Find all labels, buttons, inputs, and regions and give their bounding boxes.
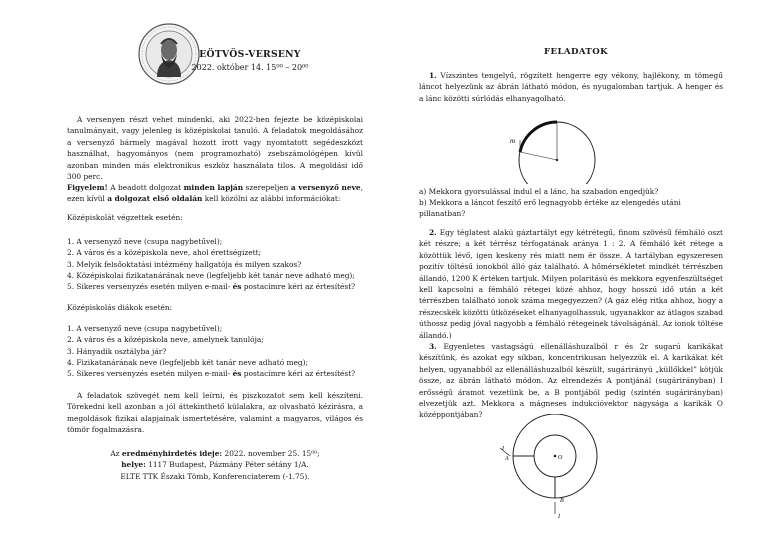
mass-label: m (510, 137, 516, 145)
list-item: 3. Melyik felsőoktatási intézmény hallgatója és milyen szakos? (67, 259, 302, 269)
announcement-emphasis: eredményhirdetés ideje: (121, 449, 223, 458)
closing-paragraph: A feladatok szövegét nem kell leírni, és piszkozatot sem kell készíteni. Törekedni kell azonban a jól áttekinthető külalakra, az olvasható kézírásra, a megoldások fizikai alapjainak ismertetésére, valamint a magyaros, világos és tömör fogalmazásra. (67, 391, 363, 435)
problem-body: Egy téglatest alakú gáztartályt egy kétrétegű, finom szövésű fémháló oszt két részre; a két térrész térfogatának aránya 1 : 2. A fémháló két rétege a közöttük lévő, igen keskeny rés miatt nem ér össze. A tartályban egyszeresen pozitív töltésű ionokból álló gáz található. A hőmérsékletet mindkét térrészben állandó, 1200 K értéken tartjuk. Milyen polaritású és mekkora egyenfeszültséget kell kapcsolni a fémháló rétegei közé ahhoz, hogy hosszú idő után a két térrészben található ionok száma megegyezzen? (A gáz elég ritka ahhoz, hogy a részecskék közötti ütközéseket elhanyagolhassuk, ugyanakkor az átlagos szabad úthossz pedig jóval nagyobb a fémháló rétegeinek távolságánál. Az ionok töltése állandó.) (419, 228, 723, 340)
announcement-text: Az (110, 449, 122, 458)
contest-title: EÖTVÖS-VERSENY (199, 49, 301, 60)
warning-text: , ezen kívül (67, 183, 363, 204)
students-heading: Középiskolás diákok esetén: (67, 303, 173, 312)
warning-text: kell közölni az alábbi információkat: (202, 194, 341, 204)
problems-title: FELADATOK (544, 47, 608, 57)
announcement-line (95, 459, 335, 470)
problem-number: 2. (429, 228, 437, 237)
contest-date: 2022. október 14. 15⁰⁰ – 20⁰⁰ (191, 63, 309, 72)
point-b-label: B (560, 498, 564, 504)
chain-cylinder-figure (502, 112, 622, 184)
list-item: 2. A város és a középiskola neve, amelynek tanulója; (67, 335, 264, 345)
announcement (95, 448, 335, 482)
list-item: 3. Hányadik osztályba jár? (67, 346, 167, 356)
announcement-line (95, 448, 335, 459)
warning-label: Figyelem! (67, 183, 108, 192)
problem-1-question-a: a) Mekkora gyorsulással indul el a lánc, ha szabadon engedjük? (419, 187, 659, 196)
problem-body: Egyenletes vastagságú ellenálláshuzalból r és 2r sugarú karikákat készítünk, és azokat egy síkban, koncentrikusan helyezzük el. A karikákat két helyen, ugyanabból az ellenálláshuzalból készült, sugárirányú „küllőkkel” kötjük össze, az ábrán látható módon. Az elrendezés A pontjánál (sugárirányban) I erősségű áramot vezetünk be, a B pontjából pedig (szintén sugárirányban) elvezetjük azt. Mekkora a mágneses indukcióvektor nagysága a karikák O középpontjában? (419, 342, 723, 420)
list-emphasis: és (232, 282, 242, 292)
problem-3-text (419, 341, 723, 421)
warning-paragraph (67, 182, 363, 205)
list-item: 1. A versenyző neve (csupa nagybetűvel); (67, 324, 223, 333)
intro-paragraph: A versenyen részt vehet mindenki, aki 2022-ben fejezte be középiskolai tanulmányait, vagy jelenleg is középiskolai tanuló. A feladatok megoldásához a versenyző bármely magával hozott írott vagy nyomtatott segédeszközt használhat, hagyományos (nem programozható) zsebszámológépen kívül azonban minden más elektronikus eszköz használata tilos. A megoldási idő 300 perc. (67, 115, 363, 182)
warning-text: szerepeljen (243, 183, 291, 192)
warning-emphasis: a dolgozat első oldalán (107, 194, 203, 204)
announcement-text: 1117 Budapest, Pázmány Péter sétány 1/A. (145, 460, 309, 470)
list-item (67, 368, 367, 379)
problem-body: Vízszintes tengelyű, rögzített hengerre egy vékony, hajlékony, m tömegű láncot helyezünk az ábrán látható módon, és nyugalomban tartjuk. A henger és a lánc közötti súrlódás elhanyagolható. (419, 71, 723, 103)
list-item: 1. A versenyző neve (csupa nagybetűvel); (67, 237, 223, 246)
point-a-label: A (505, 456, 509, 462)
list-text: 5. Sikeres versenyzés esetén milyen e-mail- (67, 282, 233, 292)
list-text: postacímre kéri az értesítést? (241, 369, 356, 379)
graduates-heading: Középiskolát végzettek esetén: (67, 213, 183, 222)
graduates-list (67, 236, 367, 292)
list-item: 2. A város és a középiskola neve, ahol érettségizett; (67, 248, 262, 258)
announcement-text: 2022. november 25. 15⁰⁰; (222, 449, 320, 458)
concentric-rings-figure (480, 414, 640, 530)
list-text: postacímre kéri az értesítést? (241, 282, 356, 292)
right-page (384, 0, 768, 543)
list-emphasis: és (232, 369, 242, 379)
warning-text: A beadott dolgozat (107, 183, 184, 192)
list-item: 4. Középiskolai fizikatanárának neve (legfeljebb két tanár neve adható meg); (67, 270, 355, 280)
problem-number: 1. (429, 71, 437, 80)
announcement-line: ELTE TTK Északi Tömb, Konferenciaterem (-1.75). (120, 471, 310, 481)
list-text: 5. Sikeres versenyzés esetén milyen e-mail- (67, 369, 233, 379)
list-item (67, 281, 367, 292)
problem-number: 3. (429, 342, 437, 351)
current-out-label: I (558, 514, 560, 520)
list-item: 4. Fizikatanárának neve (legfeljebb két tanár neve adható meg); (67, 357, 309, 367)
current-in-label: I (502, 446, 504, 452)
problem-2-text (419, 227, 723, 341)
announcement-emphasis: helye: (121, 460, 146, 470)
problem-1-text (419, 70, 723, 104)
warning-emphasis: a versenyző neve (290, 183, 361, 192)
warning-emphasis: minden lapján (183, 183, 244, 192)
center-o-label: O (558, 455, 563, 461)
students-list (67, 323, 367, 379)
problem-1-question-b: b) Mekkora a láncot feszítő erő legnagyobb értéke az elengedés utáni pillanatban? (419, 198, 681, 219)
